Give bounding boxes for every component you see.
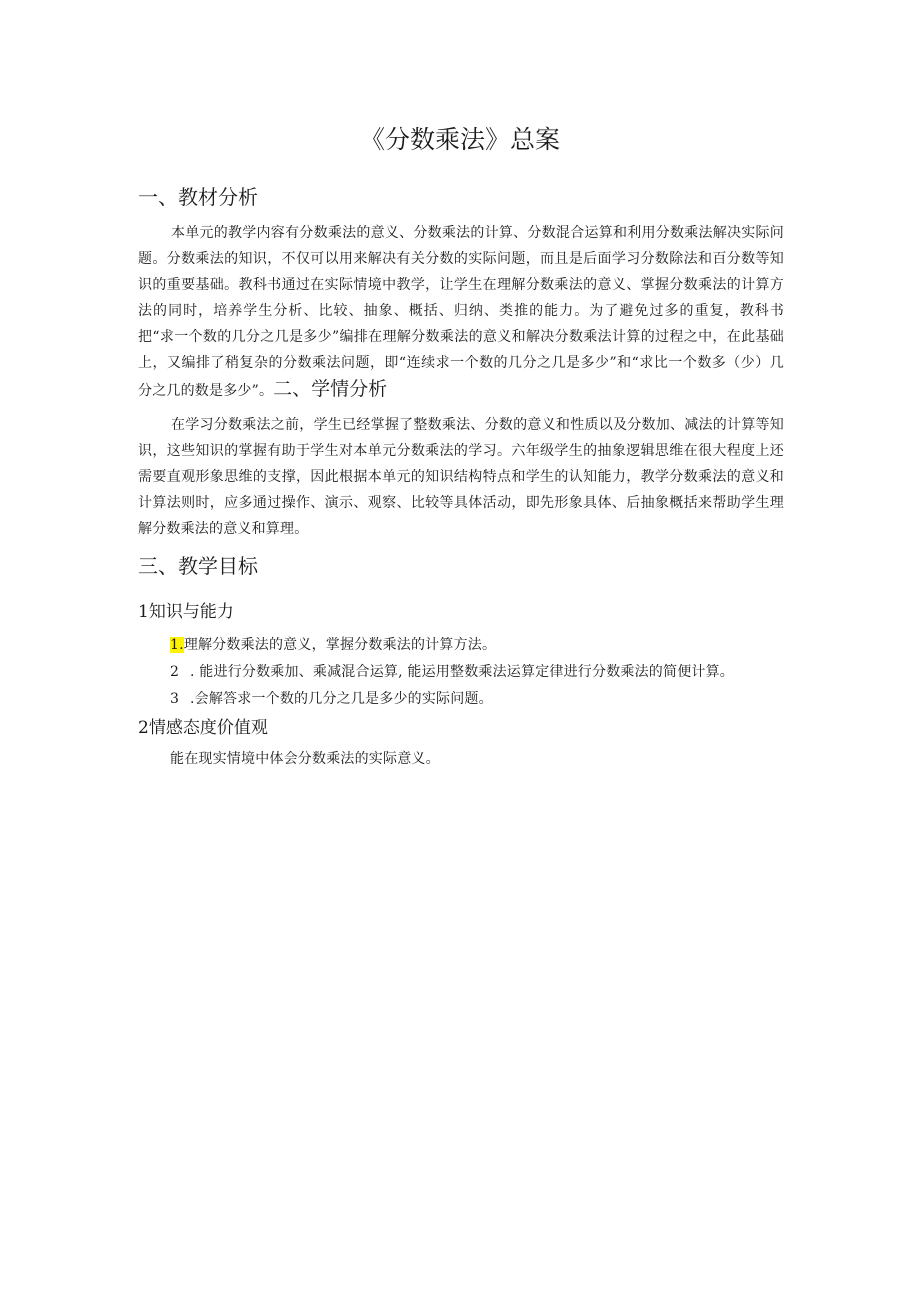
goal-item-1-number: 1. bbox=[170, 637, 184, 653]
goal-item-3 bbox=[170, 688, 493, 710]
section-heading-goals: 三、教学目标 bbox=[138, 554, 258, 578]
section-heading-learners: 二、学情分析 bbox=[273, 378, 388, 400]
goal-item-1 bbox=[170, 634, 496, 656]
goal-item-2-number: 2 bbox=[170, 664, 180, 680]
goals-knowledge-heading: 1知识与能力 bbox=[138, 602, 234, 622]
document-title: 《分数乘法》总案 bbox=[359, 125, 560, 154]
goal-item-2 bbox=[170, 661, 734, 683]
section-heading-materials: 一、教材分析 bbox=[138, 185, 258, 209]
goal-item-2-text: . 能进行分数乘加、乘减混合运算, 能运用整数乘法运算定律进行分数乘法的简便计算。 bbox=[190, 664, 734, 680]
materials-paragraph: 本单元的教学内容有分数乘法的意义、分数乘法的计算、分数混合运算和利用分数乘法解决实际问题。分数乘法的知识，不仅可以用来解决有关分数的实际问题，而且是后面学习分数除法和百分数等知识的重要基础。教科书通过在实际情境中教学，让学生在理解分数乘法的意义、掌握分数乘法的计算方法的同时，培养学生分析、比较、抽象、概括、归纳、类推的能力。为了避免过多的重复，教科书把“求一个数的几分之几是多少”编排在理解分数乘法的意义和解决分数乘法计算的过程之中，在此基础上，又编排了稍复杂的分数乘法问题，即“连续求一个数的几分之几是多少”和“求比一个数多（少）几分之几的数是多少”。 bbox=[138, 225, 784, 399]
goals-attitude-text: 能在现实情境中体会分数乘法的实际意义。 bbox=[170, 751, 440, 767]
goals-attitude-heading: 2情感态度价值观 bbox=[138, 718, 268, 738]
goal-item-3-text: .会解答求一个数的几分之几是多少的实际问题。 bbox=[190, 691, 493, 707]
goal-item-1-text: 理解分数乘法的意义，掌握分数乘法的计算方法。 bbox=[183, 637, 497, 653]
learners-paragraph: 在学习分数乘法之前，学生已经掌握了整数乘法、分数的意义和性质以及分数加、减法的计算等知识，这些知识的掌握有助于学生对本单元分数乘法的学习。六年级学生的抽象逻辑思维在很大程度上还需要直观形象思维的支撑，因此根据本单元的知识结构特点和学生的认知能力，教学分数乘法的意义和计算法则时，应多通过操作、演示、观察、比较等具体活动，即先形象具体、后抽象概括来帮助学生理解分数乘法的意义和算理。 bbox=[138, 417, 784, 537]
materials-and-learners-paragraph bbox=[138, 220, 784, 404]
goal-item-3-number: 3 bbox=[170, 691, 180, 707]
